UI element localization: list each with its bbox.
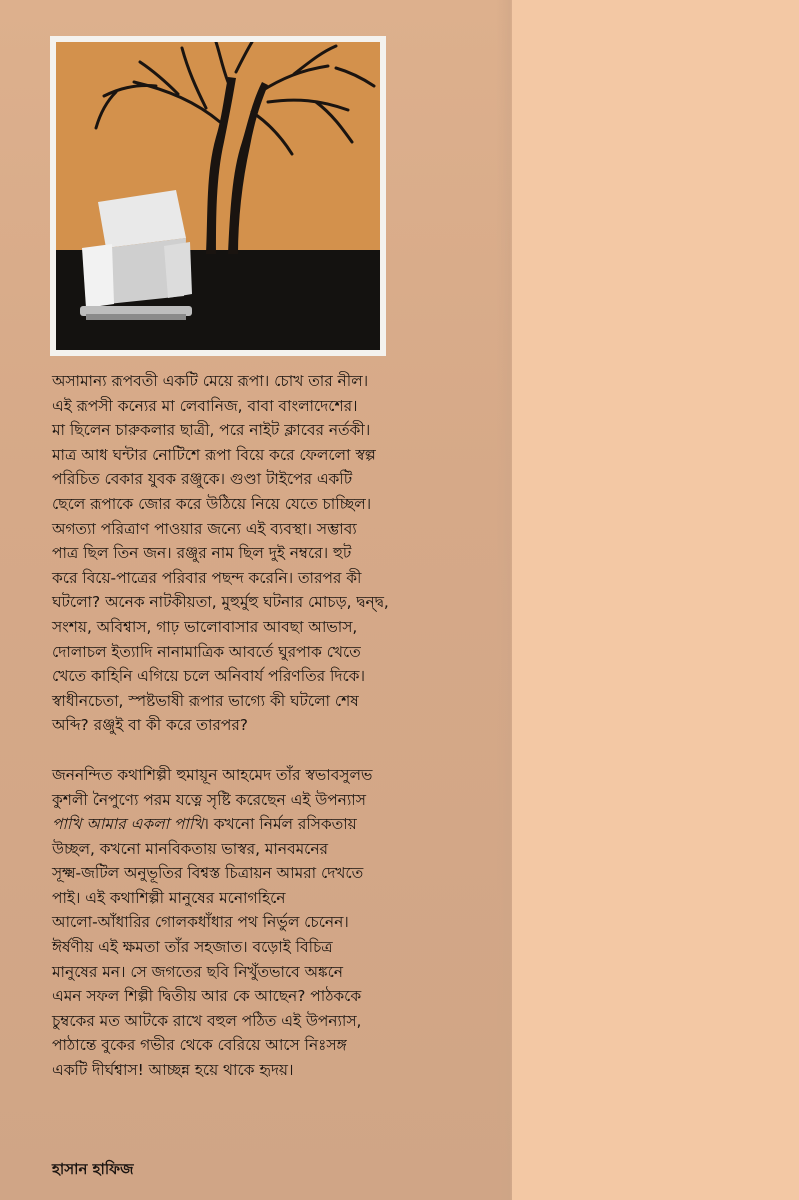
blurb-line: অব্দি? রঞ্জুই বা কী করে তারপর? — [52, 716, 248, 735]
blurb-line: জননন্দিত কথাশিল্পী হুমায়ূন আহমেদ তাঁর স্বভাবসুলভ — [52, 765, 373, 784]
blurb-line: ছেলে রূপাকে জোর করে উঠিয়ে নিয়ে যেতে চাচ্ছিল। — [52, 494, 372, 513]
blurb-line: অসামান্য রূপবতী একটি মেয়ে রূপা। চোখ তার নীল। — [52, 372, 369, 390]
blurb-line: দোলাচল ইত্যাদি নানামাত্রিক আবর্তে ঘুরপাক খেতে — [52, 642, 361, 661]
cover-illustration — [50, 36, 386, 356]
blurb-line: মাত্র আধ ঘন্টার নোটিশে রূপা বিয়ে করে ফেললো স্বল্প — [52, 445, 376, 464]
blurb-text — [52, 369, 500, 1083]
blurb-line — [52, 812, 500, 837]
blurb-line: উচ্ছল, কখনো মানবিকতায় ভাস্বর, মানবমনের — [52, 839, 329, 858]
author-signature: হাসান হাফিজ — [52, 1160, 134, 1178]
blurb-line: এমন সফল শিল্পী দ্বিতীয় আর কে আছেন? পাঠককে — [52, 987, 362, 1006]
blurb-line: একটি দীর্ঘশ্বাস! আচ্ছন্ন হয়ে থাকে হৃদয়। — [52, 1061, 294, 1080]
blurb-line: পাত্র ছিল তিন জন। রঞ্জুর নাম ছিল দুই নম্বরে। হুট — [52, 544, 352, 563]
blurb-line: মানুষের মন। সে জগতের ছবি নিখুঁতভাবে অঙ্কনে — [52, 962, 343, 981]
blurb-line: ঈর্ষণীয় এই ক্ষমতা তাঁর সহজাত। বড়োই বিচিত্র — [52, 938, 333, 957]
blurb-line: কুশলী নৈপুণ্যে পরম যত্নে সৃষ্টি করেছেন এই উপন্যাস — [52, 790, 366, 809]
blurb-line: অগত্যা পরিত্রাণ পাওয়ার জন্যে এই ব্যবস্থা। সম্ভাব্য — [52, 519, 357, 538]
blurb-line: মা ছিলেন চারুকলার ছাত্রী, পরে নাইট ক্লাবের নর্তকী। — [52, 421, 371, 440]
blurb-line: স্বাধীনচেতা, স্পষ্টভাষী রূপার ভাগ্যে কী ঘটলো শেষ — [52, 691, 359, 710]
blurb-line: আলো-আঁধারির গোলকধাঁধার পথ নির্ভুল চেনেন। — [52, 913, 349, 932]
blurb-line: পরিচিত বেকার যুবক রঞ্জুকে। গুণ্ডা টাইপের একটি — [52, 470, 353, 489]
blurb-line: খেতে কাহিনি এগিয়ে চলে অনিবার্য পরিণতির দিকে। — [52, 667, 365, 686]
blurb-line: সূক্ষ্ম-জটিল অনুভূতির বিশ্বস্ত চিত্রায়ন আমরা দেখতে — [52, 864, 364, 883]
blurb-line: পাই। এই কথাশিল্পী মানুষের মনোগহিনে — [52, 888, 286, 907]
inner-flap-panel — [512, 0, 799, 1200]
book-title: পাখি আমার একলা পাখি — [52, 815, 204, 834]
blurb-line: করে বিয়ে-পাত্রের পরিবার পছন্দ করেনি। তারপর কী — [52, 568, 362, 587]
blurb-line: সংশয়, অবিশ্বাস, গাঢ় ভালোবাসার আবছা আভাস, — [52, 617, 358, 636]
blurb-line: পাঠান্তে বুকের গভীর থেকে বেরিয়ে আসে নিঃসঙ্গ — [52, 1036, 347, 1055]
blurb-line: চুম্বকের মত আটকে রাখে বহুল পঠিত এই উপন্যাস, — [52, 1011, 362, 1030]
blurb-line: এই রূপসী কন্যের মা লেবানিজ, বাবা বাংলাদেশের। — [52, 396, 358, 415]
blurb-line: ঘটলো? অনেক নাটকীয়তা, মুহুর্মুহু ঘটনার মোচড়, দ্বন্দ্ব, — [52, 593, 389, 612]
blurb-line-rest: । কখনো নির্মল রসিকতায় — [203, 815, 357, 834]
bare-tree-and-armchair-painting-icon — [56, 42, 380, 350]
paragraph-gap — [52, 738, 500, 763]
